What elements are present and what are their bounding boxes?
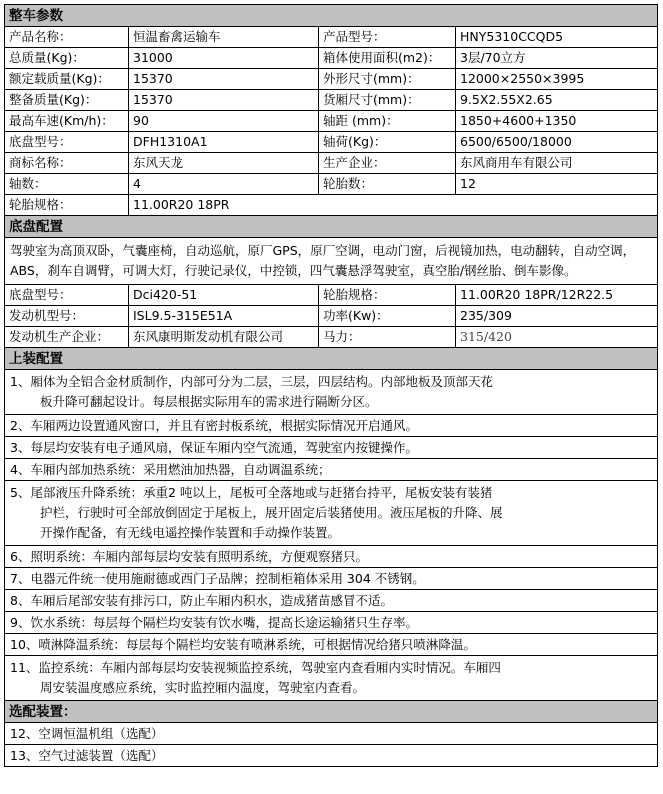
body-item (5, 415, 658, 437)
item-text-continued: 板升降可翻起设计。每层根据实际用车的需求进行隔断分区。 (40, 394, 378, 409)
spec-value: 315/420 (456, 327, 658, 348)
spec-value: 6500/6500/18000 (456, 132, 658, 153)
spec-label: 发动机生产企业： (5, 327, 129, 348)
spec-label: 总质量(Kg)： (5, 48, 129, 69)
body-item (5, 656, 658, 701)
item-text: 2、车厢两边设置通风窗口，并且有密封板系统，根据实际情况开启通风。 (10, 417, 418, 433)
spec-label: 轮胎规格： (5, 195, 129, 216)
body-item (5, 437, 658, 459)
spec-label: 功率(Kw)： (319, 306, 456, 327)
spec-value: ISL9.5-315E51A (129, 306, 319, 327)
section-title: 上装配置 (5, 348, 658, 370)
body-item-row (5, 459, 658, 481)
spec-value: 3层/70立方 (456, 48, 658, 69)
body-item-row (5, 370, 658, 415)
spec-value: 东风商用车有限公司 (456, 153, 658, 174)
optional-item-row (5, 745, 658, 767)
spec-label: 外形尺寸(mm)： (319, 69, 456, 90)
vehicle-row (5, 132, 658, 153)
spec-label: 轮胎规格： (319, 285, 456, 306)
chassis-row (5, 327, 658, 348)
vehicle-row (5, 174, 658, 195)
body-item-row (5, 415, 658, 437)
section-vehicle (5, 5, 658, 27)
spec-sheet (4, 4, 657, 767)
vehicle-row (5, 111, 658, 132)
section-title: 整车参数 (5, 5, 658, 27)
body-item (5, 459, 658, 481)
chassis-description-row (5, 238, 658, 285)
spec-value: 1850+4600+1350 (456, 111, 658, 132)
spec-table (4, 4, 658, 767)
spec-value: 31000 (129, 48, 319, 69)
body-item-row (5, 481, 658, 546)
body-item (5, 370, 658, 415)
spec-label: 底盘型号： (5, 132, 129, 153)
item-text: 10、喷淋降温系统：每层每个隔栏均安装有喷淋系统，可根据情况给猪只喷淋降温。 (10, 636, 476, 652)
chassis-row (5, 285, 658, 306)
body-item-row (5, 568, 658, 590)
spec-label: 货厢尺寸(mm)： (319, 90, 456, 111)
body-item (5, 590, 658, 612)
spec-value: HNY5310CCQD5 (456, 27, 658, 48)
item-text: 1、厢体为全铝合金材质制作，内部可分为二层，三层，四层结构。内部地板及顶部天花 (10, 374, 493, 389)
spec-value: DFH1310A1 (129, 132, 319, 153)
body-item-row (5, 590, 658, 612)
body-item-row (5, 656, 658, 701)
spec-label: 轴数： (5, 174, 129, 195)
vehicle-row (5, 69, 658, 90)
section-title: 选配装置： (5, 701, 658, 723)
optional-item-row (5, 723, 658, 745)
spec-label: 整备质量(Kg)： (5, 90, 129, 111)
body-item-row (5, 634, 658, 656)
spec-label: 商标名称： (5, 153, 129, 174)
body-item-row (5, 612, 658, 634)
spec-label: 底盘型号： (5, 285, 129, 306)
spec-value: 12000×2550×3995 (456, 69, 658, 90)
spec-value: 12 (456, 174, 658, 195)
chassis-description: 驾驶室为高顶双卧，气囊座椅，自动巡航，原厂GPS，原厂空调，电动门窗，后视镜加热，电动翻转，自动空调，ABS，刹车自调臂，可调大灯，行驶记录仪，中控锁，四气囊悬浮驾驶室，真空胎/钢丝胎、倒车影像。 (5, 238, 658, 285)
optional-item: 12、空调恒温机组（选配） (5, 723, 658, 745)
spec-value: 恒温畜禽运输车 (129, 27, 319, 48)
item-text: 8、车厢后尾部安装有排污口，防止车厢内积水，造成猪苗感冒不适。 (10, 592, 393, 608)
spec-label: 箱体使用面积(m2)： (319, 48, 456, 69)
spec-value: 15370 (129, 69, 319, 90)
item-text-continued: 开操作配备，有无线电遥控操作装置和手动操作装置。 (40, 525, 341, 540)
section-optional (5, 701, 658, 723)
spec-value: 11.00R20 18PR/12R22.5 (456, 285, 658, 306)
body-item (5, 546, 658, 568)
spec-label: 发动机型号： (5, 306, 129, 327)
spec-value: 11.00R20 18PR (129, 195, 658, 216)
spec-label: 最高车速(Km/h)： (5, 111, 129, 132)
chassis-row (5, 306, 658, 327)
section-title: 底盘配置 (5, 216, 658, 238)
item-text: 7、电器元件统一使用施耐德或西门子品牌；控制柜箱体采用 304 不锈钢。 (10, 570, 425, 586)
spec-value: 15370 (129, 90, 319, 111)
section-body (5, 348, 658, 370)
body-item (5, 568, 658, 590)
spec-value: 东风康明斯发动机有限公司 (129, 327, 319, 348)
body-item-row (5, 546, 658, 568)
item-text: 6、照明系统：车厢内部每层均安装有照明系统，方便观察猪只。 (10, 548, 368, 564)
vehicle-row (5, 48, 658, 69)
item-text: 5、尾部液压升降系统：承重2 吨以上，尾板可全落地或与赶猪台持平，尾板安装有装猪 (10, 485, 493, 500)
spec-value: 90 (129, 111, 319, 132)
vehicle-row (5, 153, 658, 174)
item-text-continued: 护栏，行驶时可全部放倒固定于尾板上，展开固定后装猪使用。液压尾板的升降、展 (40, 505, 503, 520)
spec-label: 产品型号： (319, 27, 456, 48)
spec-label: 轮胎数： (319, 174, 456, 195)
vehicle-row (5, 27, 658, 48)
spec-value: 4 (129, 174, 319, 195)
spec-label: 产品名称： (5, 27, 129, 48)
body-item (5, 481, 658, 546)
spec-value: 235/309 (456, 306, 658, 327)
optional-item: 13、空气过滤装置（选配） (5, 745, 658, 767)
spec-value: Dci420-51 (129, 285, 319, 306)
item-text: 11、监控系统：车厢内部每层均安装视频监控系统，驾驶室内查看厢内实时情况。车厢四 (10, 660, 501, 675)
section-chassis (5, 216, 658, 238)
body-item (5, 612, 658, 634)
item-text: 4、车厢内部加热系统：采用燃油加热器，自动调温系统； (10, 461, 331, 477)
tire-spec-row (5, 195, 658, 216)
body-item (5, 634, 658, 656)
item-text: 3、每层均安装有电子通风扇，保证车厢内空气流通，驾驶室内按键操作。 (10, 439, 418, 455)
spec-label: 轴距 (mm)： (319, 111, 456, 132)
item-text-continued: 周安装温度感应系统，实时监控厢内温度，驾驶室内查看。 (40, 680, 366, 695)
spec-label: 轴荷(Kg)： (319, 132, 456, 153)
vehicle-row (5, 90, 658, 111)
spec-label: 马力： (319, 327, 456, 348)
body-item-row (5, 437, 658, 459)
spec-value: 东风天龙 (129, 153, 319, 174)
spec-label: 生产企业： (319, 153, 456, 174)
spec-label: 额定载质量(Kg)： (5, 69, 129, 90)
item-text: 9、饮水系统：每层每个隔栏均安装有饮水嘴，提高长途运输猪只生存率。 (10, 614, 418, 630)
spec-value: 9.5X2.55X2.65 (456, 90, 658, 111)
